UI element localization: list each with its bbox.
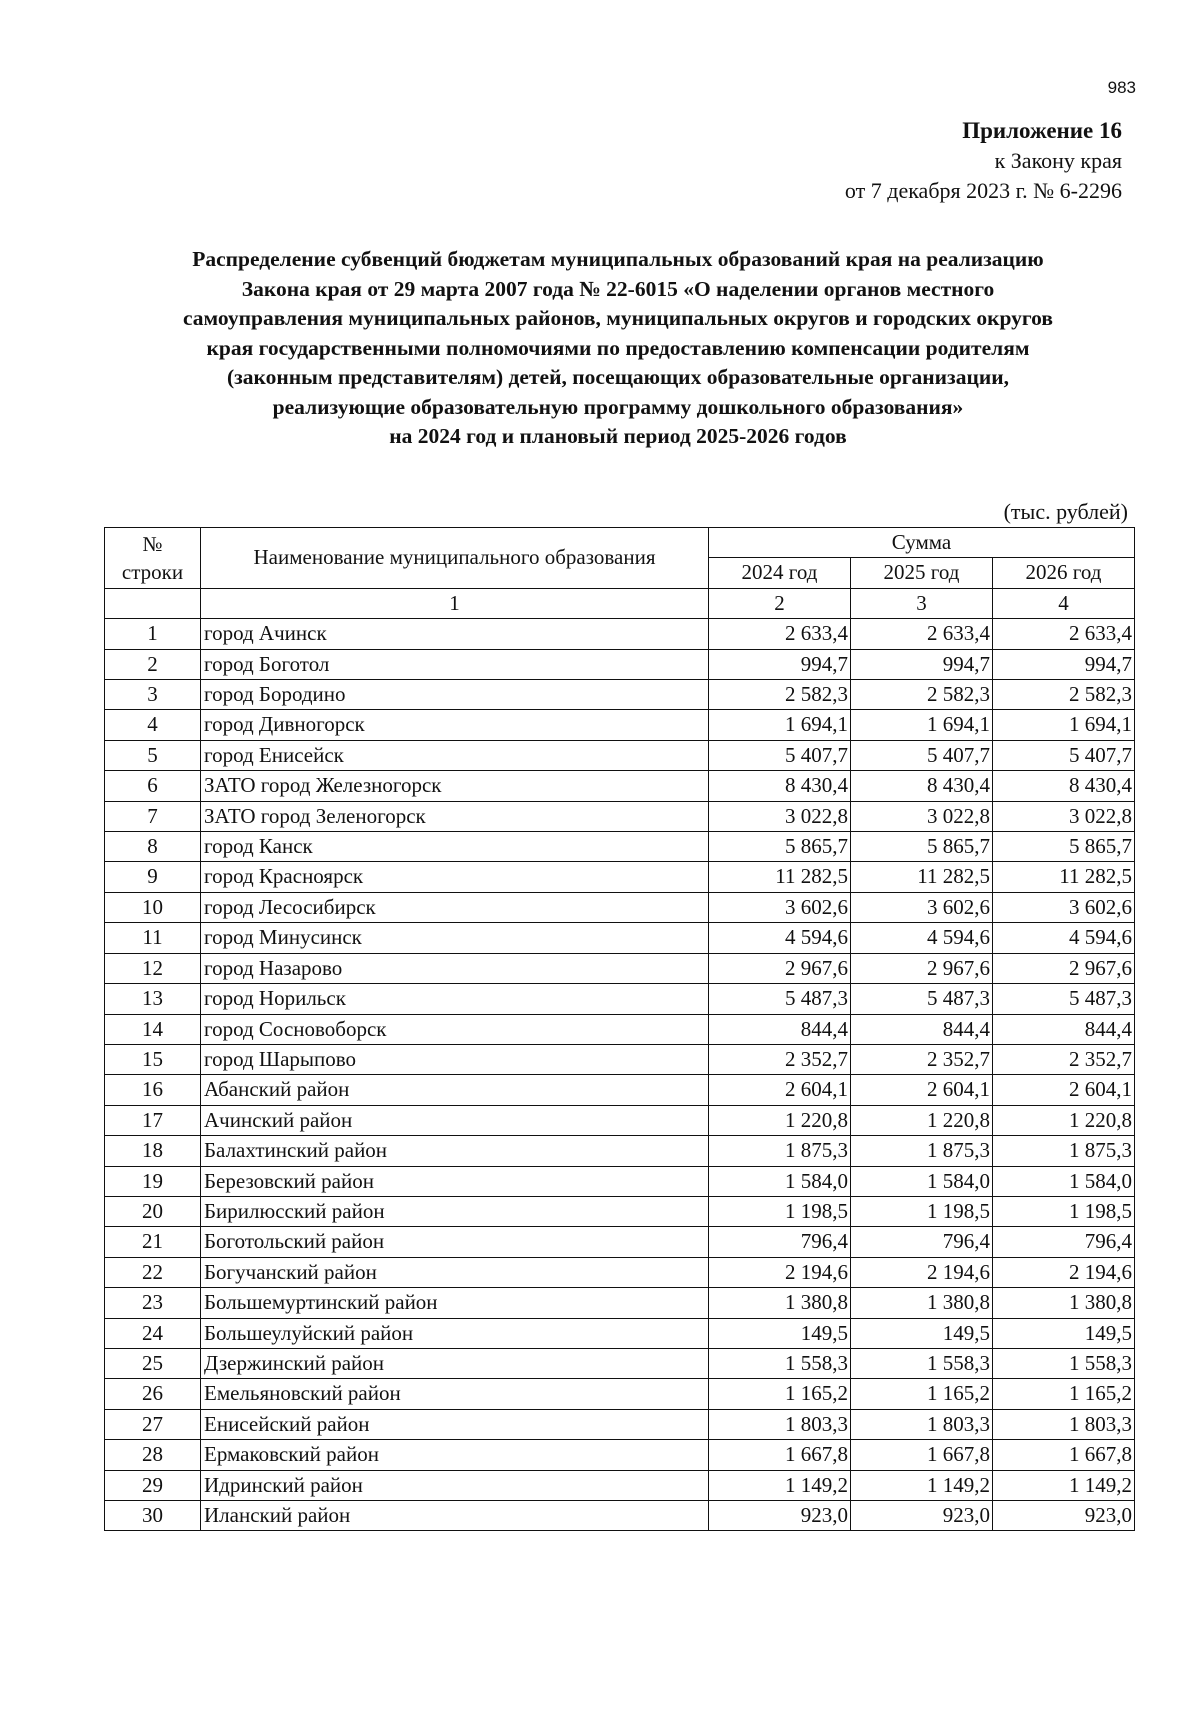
table-row: [105, 1044, 1135, 1074]
header-col-number: 3: [851, 588, 993, 618]
value-2024: 5 487,3: [709, 984, 851, 1014]
value-2025: 2 194,6: [851, 1257, 993, 1287]
value-2026: 2 582,3: [993, 680, 1135, 710]
value-2024: 1 149,2: [709, 1470, 851, 1500]
municipality-name: Идринский район: [201, 1470, 709, 1500]
value-2024: 923,0: [709, 1501, 851, 1531]
page-number: 983: [1107, 78, 1136, 97]
municipality-name: Абанский район: [201, 1075, 709, 1105]
value-2025: 1 558,3: [851, 1348, 993, 1378]
value-2026: 5 407,7: [993, 740, 1135, 770]
row-number: 14: [105, 1014, 201, 1044]
municipality-name: город Ачинск: [201, 619, 709, 649]
header-col-number: 1: [201, 588, 709, 618]
value-2026: 1 165,2: [993, 1379, 1135, 1409]
table-row: [105, 771, 1135, 801]
value-2025: 5 865,7: [851, 832, 993, 862]
value-2026: 1 149,2: [993, 1470, 1135, 1500]
table-row: [105, 680, 1135, 710]
value-2026: 2 967,6: [993, 953, 1135, 983]
value-2025: 2 582,3: [851, 680, 993, 710]
header-name: Наименование муниципального образования: [201, 528, 709, 589]
value-2025: 11 282,5: [851, 862, 993, 892]
value-2026: 994,7: [993, 649, 1135, 679]
row-number: 27: [105, 1409, 201, 1439]
header-col-num-empty: [105, 588, 201, 618]
header-row-number: [105, 528, 201, 589]
value-2026: 11 282,5: [993, 862, 1135, 892]
table-row: [105, 740, 1135, 770]
title-line: реализующие образовательную программу дошкольного образования»: [272, 394, 964, 419]
municipality-name: Иланский район: [201, 1501, 709, 1531]
municipality-name: город Енисейск: [201, 740, 709, 770]
table-row: [105, 1501, 1135, 1531]
value-2024: 2 352,7: [709, 1044, 851, 1074]
row-number: 18: [105, 1136, 201, 1166]
table-row: [105, 1288, 1135, 1318]
table-row: [105, 1166, 1135, 1196]
value-2024: 3 602,6: [709, 892, 851, 922]
value-2025: 2 352,7: [851, 1044, 993, 1074]
value-2026: 2 194,6: [993, 1257, 1135, 1287]
value-2024: 1 558,3: [709, 1348, 851, 1378]
value-2024: 5 407,7: [709, 740, 851, 770]
value-2024: 5 865,7: [709, 832, 851, 862]
value-2025: 3 602,6: [851, 892, 993, 922]
value-2025: 1 667,8: [851, 1440, 993, 1470]
value-2026: 2 352,7: [993, 1044, 1135, 1074]
municipality-name: Балахтинский район: [201, 1136, 709, 1166]
value-2026: 1 667,8: [993, 1440, 1135, 1470]
value-2024: 1 165,2: [709, 1379, 851, 1409]
value-2025: 1 149,2: [851, 1470, 993, 1500]
table-row: [105, 953, 1135, 983]
table-row: [105, 1348, 1135, 1378]
value-2025: 3 022,8: [851, 801, 993, 831]
municipality-name: Боготольский район: [201, 1227, 709, 1257]
row-number: 16: [105, 1075, 201, 1105]
table-row: [105, 649, 1135, 679]
header-year-2026: 2026 год: [993, 558, 1135, 588]
municipality-name: город Канск: [201, 832, 709, 862]
municipality-name: город Дивногорск: [201, 710, 709, 740]
table-row: [105, 1318, 1135, 1348]
table-row: [105, 923, 1135, 953]
municipality-name: Енисейский район: [201, 1409, 709, 1439]
row-number: 30: [105, 1501, 201, 1531]
value-2024: 994,7: [709, 649, 851, 679]
row-number: 23: [105, 1288, 201, 1318]
row-number: 6: [105, 771, 201, 801]
value-2026: 8 430,4: [993, 771, 1135, 801]
value-2026: 3 602,6: [993, 892, 1135, 922]
municipality-name: Большемуртинский район: [201, 1288, 709, 1318]
row-number: 20: [105, 1196, 201, 1226]
value-2024: 3 022,8: [709, 801, 851, 831]
value-2026: 1 694,1: [993, 710, 1135, 740]
title-line: Распределение субвенций бюджетам муниципальных образований края на реализацию: [192, 247, 1044, 271]
row-number: 26: [105, 1379, 201, 1409]
municipality-name: Большеулуйский район: [201, 1318, 709, 1348]
title-line: Закона края от 29 марта 2007 года № 22-6015 «О наделении органов местного: [241, 276, 995, 301]
header-row-word: строки: [121, 559, 184, 584]
value-2026: 1 803,3: [993, 1409, 1135, 1439]
header-year-2025: 2025 год: [851, 558, 993, 588]
value-2025: 844,4: [851, 1014, 993, 1044]
municipality-name: Дзержинский район: [201, 1348, 709, 1378]
table-row: [105, 1196, 1135, 1226]
value-2025: 149,5: [851, 1318, 993, 1348]
value-2025: 1 198,5: [851, 1196, 993, 1226]
municipality-name: город Лесосибирск: [201, 892, 709, 922]
row-number: 19: [105, 1166, 201, 1196]
subvention-table: [104, 527, 1135, 1531]
appendix-block: [845, 116, 1122, 206]
table-row: [105, 1470, 1135, 1500]
table-row: [105, 1440, 1135, 1470]
value-2024: 1 667,8: [709, 1440, 851, 1470]
header-sum: Сумма: [709, 528, 1135, 558]
value-2024: 8 430,4: [709, 771, 851, 801]
title-line: края государственными полномочиями по предоставлению компенсации родителям: [206, 335, 1030, 360]
value-2026: 844,4: [993, 1014, 1135, 1044]
header-number-sign: №: [142, 531, 163, 556]
municipality-name: Ачинский район: [201, 1105, 709, 1135]
row-number: 12: [105, 953, 201, 983]
appendix-title: Приложение 16: [962, 118, 1122, 143]
title-line: (законным представителям) детей, посещающих образовательные организации,: [227, 365, 1009, 389]
table-row: [105, 801, 1135, 831]
municipality-name: Богучанский район: [201, 1257, 709, 1287]
value-2026: 1 875,3: [993, 1136, 1135, 1166]
value-2025: 1 220,8: [851, 1105, 993, 1135]
value-2026: 2 604,1: [993, 1075, 1135, 1105]
table-row: [105, 1257, 1135, 1287]
unit-note: (тыс. рублей): [1003, 499, 1128, 524]
row-number: 5: [105, 740, 201, 770]
row-number: 13: [105, 984, 201, 1014]
value-2026: 923,0: [993, 1501, 1135, 1531]
table-row: [105, 619, 1135, 649]
municipality-name: город Норильск: [201, 984, 709, 1014]
value-2024: 1 694,1: [709, 710, 851, 740]
municipality-name: Бирилюсский район: [201, 1196, 709, 1226]
value-2026: 4 594,6: [993, 923, 1135, 953]
header-col-number: 4: [993, 588, 1135, 618]
table-row: [105, 710, 1135, 740]
value-2024: 1 875,3: [709, 1136, 851, 1166]
value-2024: 11 282,5: [709, 862, 851, 892]
value-2024: 2 967,6: [709, 953, 851, 983]
appendix-law-ref: к Закону края: [994, 148, 1122, 173]
value-2025: 5 407,7: [851, 740, 993, 770]
value-2025: 1 380,8: [851, 1288, 993, 1318]
municipality-name: город Боготол: [201, 649, 709, 679]
table-body: [105, 619, 1135, 1531]
row-number: 24: [105, 1318, 201, 1348]
value-2026: 5 487,3: [993, 984, 1135, 1014]
header-year-2024: 2024 год: [709, 558, 851, 588]
row-number: 8: [105, 832, 201, 862]
value-2024: 796,4: [709, 1227, 851, 1257]
title-line: на 2024 год и плановый период 2025-2026 годов: [389, 424, 847, 448]
row-number: 7: [105, 801, 201, 831]
municipality-name: ЗАТО город Зеленогорск: [201, 801, 709, 831]
value-2026: 1 558,3: [993, 1348, 1135, 1378]
value-2025: 5 487,3: [851, 984, 993, 1014]
value-2026: 2 633,4: [993, 619, 1135, 649]
row-number: 17: [105, 1105, 201, 1135]
value-2026: 1 220,8: [993, 1105, 1135, 1135]
row-number: 28: [105, 1440, 201, 1470]
value-2026: 1 380,8: [993, 1288, 1135, 1318]
value-2025: 796,4: [851, 1227, 993, 1257]
value-2025: 994,7: [851, 649, 993, 679]
municipality-name: Ермаковский район: [201, 1440, 709, 1470]
value-2025: 1 694,1: [851, 710, 993, 740]
table-row: [105, 1227, 1135, 1257]
value-2025: 4 594,6: [851, 923, 993, 953]
header-col-number: 2: [709, 588, 851, 618]
row-number: 29: [105, 1470, 201, 1500]
row-number: 3: [105, 680, 201, 710]
value-2024: 1 380,8: [709, 1288, 851, 1318]
value-2025: 1 875,3: [851, 1136, 993, 1166]
value-2024: 2 194,6: [709, 1257, 851, 1287]
row-number: 9: [105, 862, 201, 892]
row-number: 1: [105, 619, 201, 649]
value-2024: 2 633,4: [709, 619, 851, 649]
row-number: 25: [105, 1348, 201, 1378]
table-row: [105, 1075, 1135, 1105]
row-number: 4: [105, 710, 201, 740]
municipality-name: город Красноярск: [201, 862, 709, 892]
municipality-name: Березовский район: [201, 1166, 709, 1196]
table-row: [105, 832, 1135, 862]
value-2025: 2 967,6: [851, 953, 993, 983]
table-row: [105, 984, 1135, 1014]
row-number: 10: [105, 892, 201, 922]
value-2024: 1 220,8: [709, 1105, 851, 1135]
table-row: [105, 1014, 1135, 1044]
value-2024: 2 604,1: [709, 1075, 851, 1105]
table-row: [105, 1136, 1135, 1166]
value-2026: 3 022,8: [993, 801, 1135, 831]
row-number: 11: [105, 923, 201, 953]
value-2025: 2 604,1: [851, 1075, 993, 1105]
table-row: [105, 892, 1135, 922]
value-2025: 1 165,2: [851, 1379, 993, 1409]
row-number: 15: [105, 1044, 201, 1074]
title-line: самоуправления муниципальных районов, муниципальных округов и городских округов: [183, 306, 1053, 330]
municipality-name: город Сосновоборск: [201, 1014, 709, 1044]
value-2025: 8 430,4: [851, 771, 993, 801]
value-2026: 5 865,7: [993, 832, 1135, 862]
value-2024: 1 198,5: [709, 1196, 851, 1226]
value-2024: 2 582,3: [709, 680, 851, 710]
municipality-name: ЗАТО город Железногорск: [201, 771, 709, 801]
value-2024: 1 803,3: [709, 1409, 851, 1439]
table-row: [105, 862, 1135, 892]
value-2025: 1 584,0: [851, 1166, 993, 1196]
row-number: 2: [105, 649, 201, 679]
table-row: [105, 1379, 1135, 1409]
municipality-name: город Назарово: [201, 953, 709, 983]
value-2024: 149,5: [709, 1318, 851, 1348]
document-title: [118, 245, 1118, 452]
value-2024: 4 594,6: [709, 923, 851, 953]
municipality-name: город Шарыпово: [201, 1044, 709, 1074]
value-2024: 844,4: [709, 1014, 851, 1044]
municipality-name: Емельяновский район: [201, 1379, 709, 1409]
value-2025: 923,0: [851, 1501, 993, 1531]
value-2026: 796,4: [993, 1227, 1135, 1257]
row-number: 21: [105, 1227, 201, 1257]
value-2026: 1 198,5: [993, 1196, 1135, 1226]
value-2025: 2 633,4: [851, 619, 993, 649]
municipality-name: город Бородино: [201, 680, 709, 710]
row-number: 22: [105, 1257, 201, 1287]
municipality-name: город Минусинск: [201, 923, 709, 953]
appendix-law-date: от 7 декабря 2023 г. № 6-2296: [844, 178, 1122, 203]
value-2026: 1 584,0: [993, 1166, 1135, 1196]
table-row: [105, 1105, 1135, 1135]
value-2024: 1 584,0: [709, 1166, 851, 1196]
table-row: [105, 1409, 1135, 1439]
value-2026: 149,5: [993, 1318, 1135, 1348]
value-2025: 1 803,3: [851, 1409, 993, 1439]
